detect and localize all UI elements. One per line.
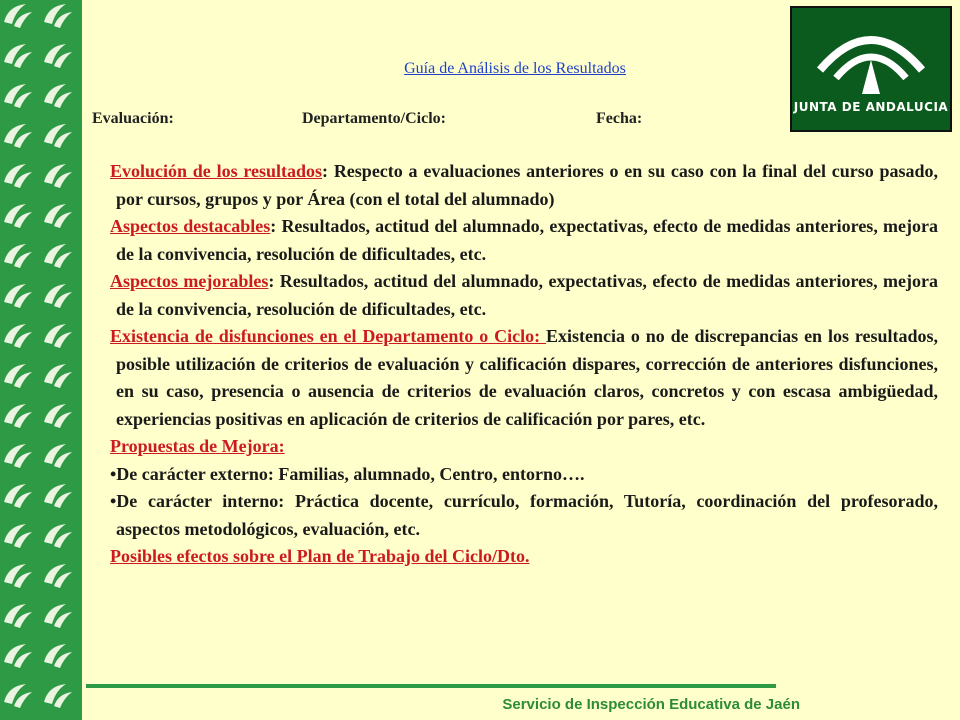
section-heading: Existencia de disfunciones en el Departamento o Ciclo: xyxy=(110,326,546,346)
closing-heading: Posibles efectos sobre el Plan de Trabajo del Ciclo/Dto. xyxy=(110,546,530,566)
section-text: Existencia o no de discrepancias en los resultados, posible utilización de criterios de evaluación y calificación dispares, corrección de anteriores disfunciones, en su caso, presencia o ausencia de criterios de evaluación claros, concretos y con escasa ambigüedad, experiencias positivas en aplicación de criterios de calificación por pares, etc. xyxy=(116,326,939,429)
proposal-item-internal: •De carácter interno: Práctica docente, currículo, formación, Tutoría, coordinación del profesorado, aspectos metodológicos, evaluación, etc. xyxy=(110,491,938,539)
evaluation-label: Evaluación: xyxy=(92,110,174,127)
section-heading: Evolución de los resultados xyxy=(110,161,323,181)
decorative-sidebar xyxy=(0,0,82,720)
leaf-pattern-icon xyxy=(0,0,82,720)
logo-text: JUNTA DE ANDALUCIA xyxy=(793,100,949,114)
logo-emblem-icon xyxy=(792,8,950,98)
proposal-item-external: •De carácter externo: Familias, alumnado, Centro, entorno…. xyxy=(110,463,585,484)
junta-andalucia-logo xyxy=(790,6,952,132)
section-heading: Aspectos destacables xyxy=(110,216,271,236)
page-title[interactable]: Guía de Análisis de los Resultados xyxy=(404,60,626,77)
footer-text: Servicio de Inspección Educativa de Jaén xyxy=(502,696,800,713)
section-text: Respecto a evaluaciones anteriores o en su caso con la final del curso pasado, por cursos, grupos y por Área (con el total del alumnado) xyxy=(116,161,939,209)
section-dysfunctions xyxy=(110,323,938,433)
section-heading: Aspectos mejorables xyxy=(110,271,269,291)
date-label: Fecha: xyxy=(596,110,643,127)
section-text: Resultados, actitud del alumnado, expectativas, efecto de medidas anteriores, mejora de la convivencia, resolución de dificultades, etc. xyxy=(116,271,939,319)
section-text: Resultados, actitud del alumnado, expectativas, efecto de medidas anteriores, mejora de la convivencia, resolución de dificultades, etc. xyxy=(116,216,938,264)
section-evolution: Evolución de los resultados: Respecto a evaluaciones anteriores o en su caso con la final del curso pasado, por cursos, grupos y por Área (con el total del alumnado) xyxy=(110,161,939,209)
content-body xyxy=(110,158,938,571)
footer-divider xyxy=(86,684,776,688)
section-highlights: Aspectos destacables: Resultados, actitud del alumnado, expectativas, efecto de medidas anteriores, mejora de la convivencia, resolución de dificultades, etc. xyxy=(110,216,938,264)
section-improvements: Aspectos mejorables: Resultados, actitud del alumnado, expectativas, efecto de medidas anteriores, mejora de la convivencia, resolución de dificultades, etc. xyxy=(110,271,939,319)
proposals-heading: Propuestas de Mejora: xyxy=(110,436,285,456)
department-label: Departamento/Ciclo: xyxy=(302,110,446,127)
